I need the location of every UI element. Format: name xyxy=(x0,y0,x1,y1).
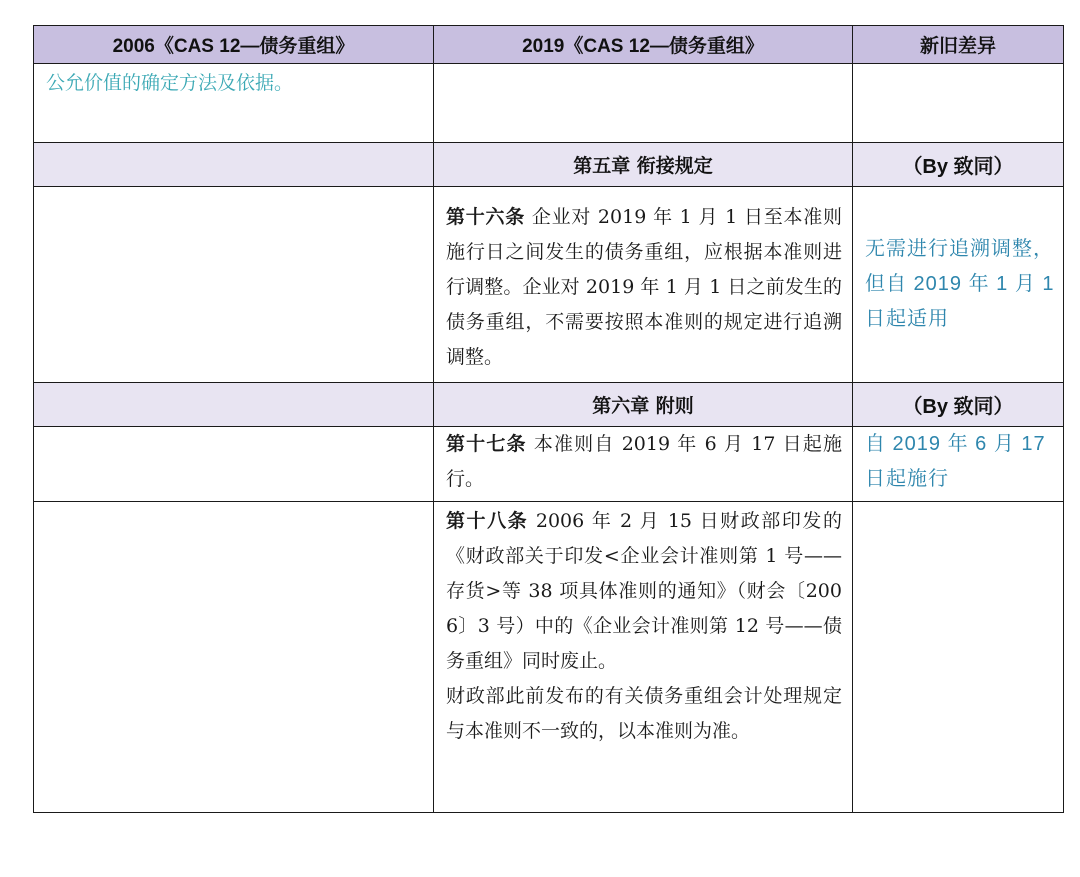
article18-label: 第十八条 xyxy=(446,510,529,532)
old-standard-cell xyxy=(34,64,434,143)
article16-text: 企业对 2019 年 1 月 1 日至本准则施行日之间发生的债务重组，应根据本准则进行调整。企业对 2019 年 1 月 1 日之前发生的债务重组，不需要按照本准则的规定进行追溯调整。 xyxy=(446,206,842,368)
article16-diff: 无需进行追溯调整，但自 2019 年 1 月 1 日起适用 xyxy=(865,238,1055,330)
table-row-continued xyxy=(34,64,1064,143)
chapter6-note: （By 致同） xyxy=(853,383,1064,427)
article17-text: 本准则自 2019 年 6 月 17 日起施行。 xyxy=(446,433,842,490)
article18-text2: 财政部此前发布的有关债务重组会计处理规定与本准则不一致的，以本准则为准。 xyxy=(446,685,842,742)
article16-label: 第十六条 xyxy=(446,206,526,228)
diff-cell xyxy=(853,64,1064,143)
chapter-empty-cell xyxy=(34,383,434,427)
table-row-article18 xyxy=(34,502,1064,813)
chapter5-note: （By 致同） xyxy=(853,143,1064,187)
new-standard-cell xyxy=(434,427,853,502)
header-row xyxy=(34,26,1064,64)
new-standard-cell xyxy=(434,187,853,383)
chapter5-title: 第五章 衔接规定 xyxy=(434,143,853,187)
article18-text: 2006 年 2 月 15 日财政部印发的《财政部关于印发<企业会计准则第 1 号——存货>等 38 项具体准则的通知》（财会〔2006〕3 号）中的《企业会计准则第 12 号——债务重组》同时废止。 xyxy=(446,510,842,672)
comparison-table xyxy=(33,25,1064,813)
header-2019: 2019《CAS 12—债务重组》 xyxy=(434,26,853,64)
old-standard-cell xyxy=(34,427,434,502)
chapter-row-5 xyxy=(34,143,1064,187)
table-row-article16 xyxy=(34,187,1064,383)
table-row-article17 xyxy=(34,427,1064,502)
article17-diff: 自 2019 年 6 月 17 日起施行 xyxy=(865,433,1046,490)
chapter-row-6 xyxy=(34,383,1064,427)
header-diff: 新旧差异 xyxy=(853,26,1064,64)
diff-cell xyxy=(853,502,1064,813)
header-2006: 2006《CAS 12—债务重组》 xyxy=(34,26,434,64)
chapter-empty-cell xyxy=(34,143,434,187)
diff-cell xyxy=(853,187,1064,383)
old-standard-cell xyxy=(34,187,434,383)
article17-label: 第十七条 xyxy=(446,433,527,455)
old-standard-text: 公允价值的确定方法及依据。 xyxy=(46,72,294,94)
chapter6-title: 第六章 附则 xyxy=(434,383,853,427)
new-standard-cell xyxy=(434,64,853,143)
diff-cell xyxy=(853,427,1064,502)
new-standard-cell xyxy=(434,502,853,813)
old-standard-cell xyxy=(34,502,434,813)
